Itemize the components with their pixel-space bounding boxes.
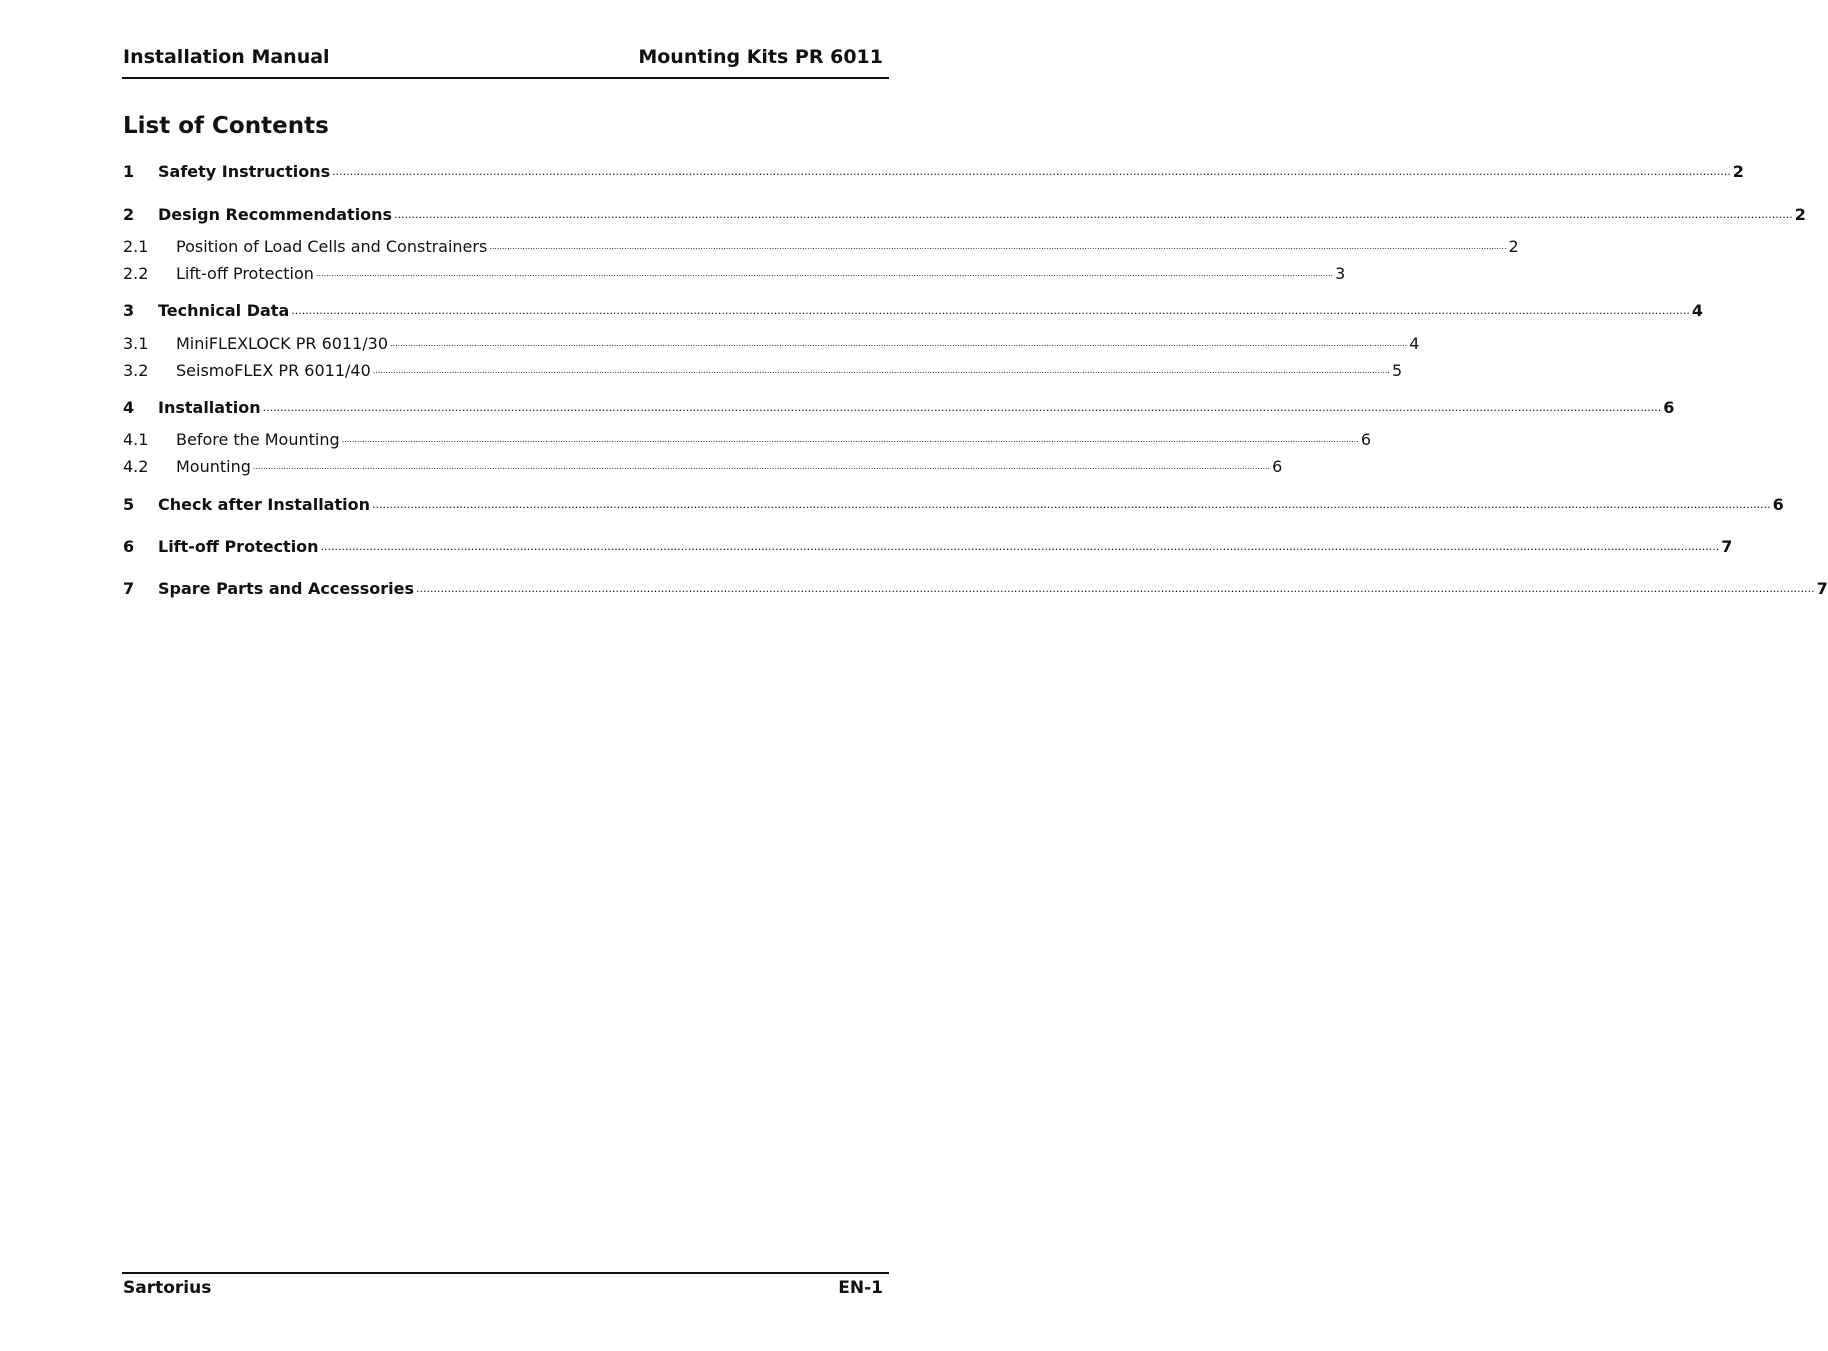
toc-leader-dots: ................................................................................................................................................................................................................................................................................................................................................................................................................ (315, 269, 1334, 278)
toc-entry[interactable] (123, 299, 1704, 321)
toc-leader-dots: ................................................................................................................................................................................................................................................................................................................................................................................................................ (291, 304, 1690, 317)
toc-entry[interactable] (123, 455, 1283, 477)
toc-leader-dots: ................................................................................................................................................................................................................................................................................................................................................................................................................ (341, 435, 1359, 444)
toc-entry[interactable] (123, 396, 1675, 418)
toc-entry[interactable] (123, 160, 1744, 182)
toc-entry-number: 4.1 (123, 430, 149, 449)
toc-entry-page: 3 (1335, 264, 1346, 283)
toc-entry-number: 6 (123, 537, 135, 556)
toc-leader-dots: ................................................................................................................................................................................................................................................................................................................................................................................................................ (262, 401, 1662, 414)
toc-entry[interactable] (123, 428, 1372, 450)
toc-leader-dots: ................................................................................................................................................................................................................................................................................................................................................................................................................ (394, 208, 1793, 221)
toc-entry-page: 7 (1721, 537, 1733, 556)
toc-entry-number: 3 (123, 301, 135, 320)
toc-entry-number: 3.1 (123, 334, 149, 353)
toc-entry-page: 2 (1732, 162, 1744, 181)
header-product-title: Mounting Kits PR 6011 (638, 46, 883, 68)
toc-entry-page: 6 (1272, 457, 1283, 476)
toc-entry-page: 4 (1691, 301, 1704, 320)
toc-leader-dots: ................................................................................................................................................................................................................................................................................................................................................................................................................ (372, 366, 1390, 375)
toc-entry-label: MiniFLEXLOCK PR 6011/30 (176, 334, 389, 353)
toc-entry[interactable] (123, 332, 1420, 354)
toc-entry[interactable] (123, 262, 1346, 284)
toc-entry-page: 5 (1391, 361, 1403, 380)
header-document-type: Installation Manual (123, 46, 330, 68)
toc-entry-label: Before the Mounting (176, 430, 340, 449)
toc-entry-page: 2 (1508, 237, 1519, 256)
toc-entry[interactable] (123, 493, 1784, 515)
toc-entry-number: 3.2 (123, 361, 149, 380)
toc-entry-label: Lift-off Protection (176, 264, 314, 283)
toc-entry-number: 4 (123, 398, 135, 417)
toc-entry-label: Technical Data (158, 301, 290, 320)
page-header (122, 45, 889, 79)
toc-entry-label: Lift-off Protection (158, 537, 319, 556)
toc-entry-page: 2 (1794, 205, 1806, 224)
toc-entry-page: 6 (1360, 430, 1372, 449)
toc-entry-label: Design Recommendations (158, 205, 393, 224)
toc-entry-number: 1 (123, 162, 135, 181)
toc-entry-label: Spare Parts and Accessories (158, 579, 415, 598)
toc-leader-dots: ................................................................................................................................................................................................................................................................................................................................................................................................................ (416, 582, 1815, 595)
toc-leader-dots: ................................................................................................................................................................................................................................................................................................................................................................................................................ (489, 242, 1507, 251)
toc-leader-dots: ................................................................................................................................................................................................................................................................................................................................................................................................................ (332, 165, 1731, 178)
toc-entry[interactable] (123, 577, 1828, 599)
toc-entry-label: SeismoFLEX PR 6011/40 (176, 361, 371, 380)
toc-title: List of Contents (123, 113, 329, 139)
toc-entry-number: 2.2 (123, 264, 149, 283)
toc-leader-dots: ................................................................................................................................................................................................................................................................................................................................................................................................................ (252, 462, 1271, 471)
toc-entry-label: Mounting (176, 457, 251, 476)
toc-leader-dots: ................................................................................................................................................................................................................................................................................................................................................................................................................ (372, 498, 1771, 511)
toc-entry-label: Installation (158, 398, 261, 417)
toc-entry-page: 4 (1409, 334, 1420, 353)
footer-page-number: EN-1 (838, 1278, 883, 1298)
toc-entry-page: 7 (1816, 579, 1828, 598)
toc-entry[interactable] (123, 203, 1806, 225)
toc-entry-page: 6 (1772, 495, 1784, 514)
toc-entry-number: 2.1 (123, 237, 149, 256)
toc-leader-dots: ................................................................................................................................................................................................................................................................................................................................................................................................................ (320, 540, 1720, 553)
toc-entry-label: Position of Load Cells and Constrainers (176, 237, 488, 256)
toc-entry-page: 6 (1663, 398, 1675, 417)
toc-entry-number: 4.2 (123, 457, 149, 476)
toc-entry[interactable] (123, 535, 1733, 557)
toc-entry-number: 5 (123, 495, 135, 514)
toc-entry[interactable] (123, 359, 1403, 381)
toc-entry-label: Check after Installation (158, 495, 370, 514)
toc-entry-label: Safety Instructions (158, 162, 331, 181)
toc-entry-number: 2 (123, 205, 135, 224)
toc-entry[interactable] (123, 235, 1519, 257)
footer-company: Sartorius (123, 1278, 212, 1298)
toc-entry-number: 7 (123, 579, 135, 598)
page-footer (122, 1272, 889, 1302)
toc-leader-dots: ................................................................................................................................................................................................................................................................................................................................................................................................................ (390, 339, 1408, 348)
